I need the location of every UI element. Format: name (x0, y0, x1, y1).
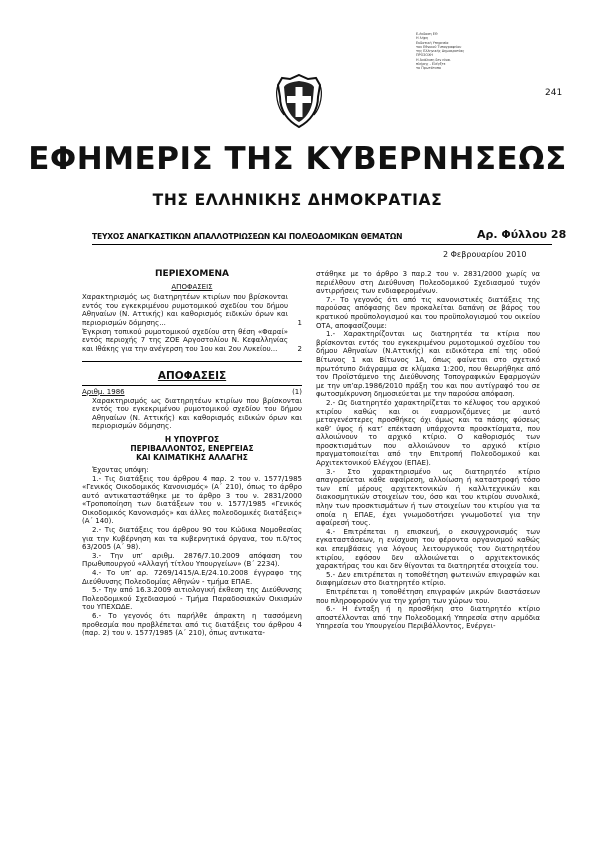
paragraph: 3.- Την υπ’ αριθμ. 2876/7.10.2009 απόφαση του Πρωθυπουργού «Αλλαγή τίτλου Υπουργείων» (Β΄ 2234). (82, 551, 302, 569)
paragraph: 1.- Τις διατάξεις του άρθρου 4 παρ. 2 του ν. 1577/1985 «Γενικός Οικοδομικός Κανονισμός» (Α΄ 210), όπως το άρθρο αυτό αντικαταστάθηκε με το άρθρο 3 του ν. 2831/2000 «Τροποποίηση των διατάξεων του ν. 1577/1985 «Γενικός Οικοδομικός Κανονισμός» και άλλες πολεοδομικές διατάξεις» (Α΄ 140). (82, 474, 302, 526)
paragraph: 2.- Ως διατηρητέο χαρακτηρίζεται το κέλυφος του αρχικού κτιρίου καθώς και οι εναρμονιζόμενες με αυτό μεταγενέστερες προσθήκες όχι όμως και τα πάσης φύσεως καθ’ ύψος ή κατ’ επέκταση υπάρχοντα προσκτίσματα, που αλλοιώνουν το αρχικό κτίριο. Ο καθορισμός των προσκτισμάτων που αλλοιώνουν το αρχικό κτίριο πραγματοποιείται από την Επιτροπή Πολεοδομικού και Αρχιτεκτονικού Ελέγχου (ΕΠΑΕ). (316, 398, 540, 468)
paragraph: 1.- Χαρακτηρίζονται ως διατηρητέα τα κτίρια που βρίσκονται εντός του εγκεκριμένου ρυμοτομικού σχεδίου του δήμου Αθηναίων (Ν.Αττικής) και ειδικότερα επί της οδού Βίτωνος 1 και Βίτωνος 1Α, όπως φαίνεται στο σχετικό πρωτότυπο διάγραμμα σε κλίμακα 1:200, που θεωρήθηκε από τον Προϊστάμενο της Διεύθυνσης Τοπογραφικών Εφαρμογών με την υπ’αρ.1986/2010 πράξη του και που αντίγραφό του σε φωτοσμίκρυνση δημοσιεύεται με την παρούσα απόφαση. (316, 330, 540, 399)
toc-entry-text: Χαρακτηρισμός ως διατηρητέων κτιρίων που βρίσκονται εντός του εγκεκριμένου ρυμοτομικού σχεδίου του δήμου Αθηναίων (Ν. Αττικής) και καθορισμός ειδικών όρων και περιορισμών δόμησης... (82, 293, 288, 327)
paragraph: 3.- Στο χαρακτηρισμένο ως διατηρητέο κτίριο απαγορεύεται κάθε αφαίρεση, αλλοίωση ή καταστροφή τόσο των επί μέρους αρχιτεκτονικών ή καλλιτεχνικών και διακοσμητικών στοιχείων του, όσο και του κτιρίου συνολικά, πλην των προσκτισμάτων ή των στοιχείων του κτιρίου για τα οποία η ΕΠΑΕ, έχει γνωμοδοτήσει γνωμοδοτεί για την αφαίρεσή τους. (316, 467, 540, 528)
decision-number-row (82, 388, 302, 397)
sheet-number: Αρ. Φύλλου 28 (477, 228, 567, 241)
paragraph: 6.- Η ένταξη ή η προσθήκη στο διατηρητέο κτίριο αποστέλλονται από την Πολεοδομική Υπηρεσία στην αρμόδια Υπηρεσία του Υπουργείου Περιβάλλοντος, Ενέργει- (316, 605, 540, 631)
gazette-title: ΕΦΗΜΕΡΙΣ ΤΗΣ ΚΥΒΕΡΝΗΣΕΩΣ (28, 141, 567, 177)
decision-ref: (1) (292, 387, 302, 396)
section-divider (82, 361, 302, 362)
decisions-heading: ΑΠΟΦΑΣΕΙΣ (157, 370, 227, 383)
toc-entry (82, 293, 302, 327)
paragraph: 5.- Την από 16.3.2009 αιτιολογική έκθεση της Διεύθυνσης Πολεοδομικού Σχεδιασμού - Τμήμα Παραδοσιακών Οικισμών του ΥΠΕΧΩΔΕ. (82, 586, 302, 612)
paragraph: 6.- Το γεγονός ότι παρήλθε άπρακτη η τασσόμενη προθεσμία που προβλέπεται από τις διατάξεις του άρθρου 4 (παρ. 2) του ν. 1577/1985 (Α΄ 210), όπως αντικατα- (82, 612, 302, 638)
section-divider (82, 385, 302, 386)
paragraph: 7.- Το γεγονός ότι από τις κανονιστικές διατάξεις της παρούσας απόφασης δεν προκαλείται δαπάνη σε βάρος του κρατικού προϋπολογισμού και του προϋπολογισμού του οικείου ΟΤΑ, αποφασίζουμε: (316, 295, 540, 330)
toc-entry-page: 2 (297, 344, 302, 353)
page-number: 241 (545, 88, 563, 98)
toc-entry-page: 1 (297, 318, 302, 327)
decision-summary: Χαρακτηρισμός ως διατηρητέων κτιρίων που βρίσκονται εντός του εγκεκριμένου ρυμοτομικού σχεδίου του δήμου Αθηναίων (Ν. Αττικής) και καθορισμός ειδικών όρων και περιορισμών δόμησης. (92, 396, 302, 431)
paragraph: 4.- Επιτρέπεται η επισκευή, ο εκσυγχρονισμός των εγκαταστάσεων, η ενίσχυση του φέροντα οργανισμού καθώς και επεμβάσεις για λόγους λειτουργικούς του διατηρητέου κτιρίου, εφόσον δεν αλλοιώνεται ο αρχιτεκτονικός χαρακτήρας του και δεν θίγονται τα διατηρητέα στοιχεία του. (316, 527, 540, 571)
toc-heading: ΠΕΡΙΕΧΟΜΕΝΑ (155, 269, 229, 279)
gazette-subtitle: ΤΗΣ ΕΛΛΗΝΙΚΗΣ ΔΗΜΟΚΡΑΤΙΑΣ (152, 191, 443, 209)
right-column (316, 270, 540, 631)
greek-coat-of-arms-icon (274, 73, 324, 129)
paragraph: 5.- Δεν επιτρέπεται η τοποθέτηση φωτεινών επιγραφών και διαφημίσεων στο διατηρητέο κτίριο. (316, 570, 540, 588)
decision-number: Αριθμ. 1986 (82, 387, 125, 396)
left-column (82, 270, 302, 638)
having-regard: Έχοντας υπόψη: (92, 465, 149, 474)
paragraph: Επιτρέπεται η τοποθέτηση επιγραφών μικρών διαστάσεων που πληροφορούν για την χρήση των χώρων του. (316, 587, 540, 605)
header-divider (92, 244, 552, 245)
paragraph: 2.- Τις διατάξεις του άρθρου 90 του Κώδικα Νομοθεσίας για την Κυβέρνηση και τα κυβερνητικά όργανα, του π.δ/τος 63/2005 (Α΄ 98). (82, 526, 302, 552)
toc-subheading: ΑΠΟΦΑΣΕΙΣ (171, 282, 213, 291)
toc-entry-text: Έγκριση τοπικού ρυμοτομικού σχεδίου στη θέση «Φαραί» εντός περιοχής 7 της ΖΟΕ Αργοστολίου Ν. Κεφαλληνίας και Ιθάκης για την ανέγερση του 1ου και 2ου Λυκείου... (82, 327, 288, 353)
paragraph: 4.- Το υπ’ αρ. 7269/1415/Α.Ε/24.10.2008 έγγραφο της Διεύθυνσης Πολεοδομίας Αθηνών - τμήμα ΕΠΑΕ. (82, 569, 302, 586)
toc-entry (82, 328, 302, 354)
minister-title: Η ΥΠΟΥΡΓΟΣ ΠΕΡΙΒΑΛΛΟΝΤΟΣ, ΕΝΕΡΓΕΙΑΣ ΚΑΙ ΚΛΙΜΑΤΙΚΗΣ ΑΛΛΑΓΗΣ (130, 434, 254, 462)
paragraph: στάθηκε με το άρθρο 3 παρ.2 του ν. 2831/2000 χωρίς να περιέλθουν στη Διεύθυνση Πολεοδομικού Σχεδιασμού τυχόν αντιρρήσεις των ενδιαφερομένων. (316, 270, 540, 296)
digital-signature-stamp: Ε-έκδοση ΕΘ Η λήψη Εκδοτική Υπηρεσία του Εθνικού Τυπογραφείου της Ελληνικής Δημοκρατίας ΠΡΟΣΟΧΗ Η Ανάλυση δεν είναι πλήρης - Ελέγξτε το Πρωτότυπο (416, 32, 465, 71)
issue-type: ΤΕΥΧΟΣ ΑΝΑΓΚΑΣΤΙΚΩΝ ΑΠΑΛΛΟΤΡΙΩΣΕΩΝ ΚΑΙ ΠΟΛΕΟΔΟΜΙΚΩΝ ΘΕΜΑΤΩΝ (92, 232, 403, 241)
issue-date: 2 Φεβρουαρίου 2010 (443, 250, 527, 259)
